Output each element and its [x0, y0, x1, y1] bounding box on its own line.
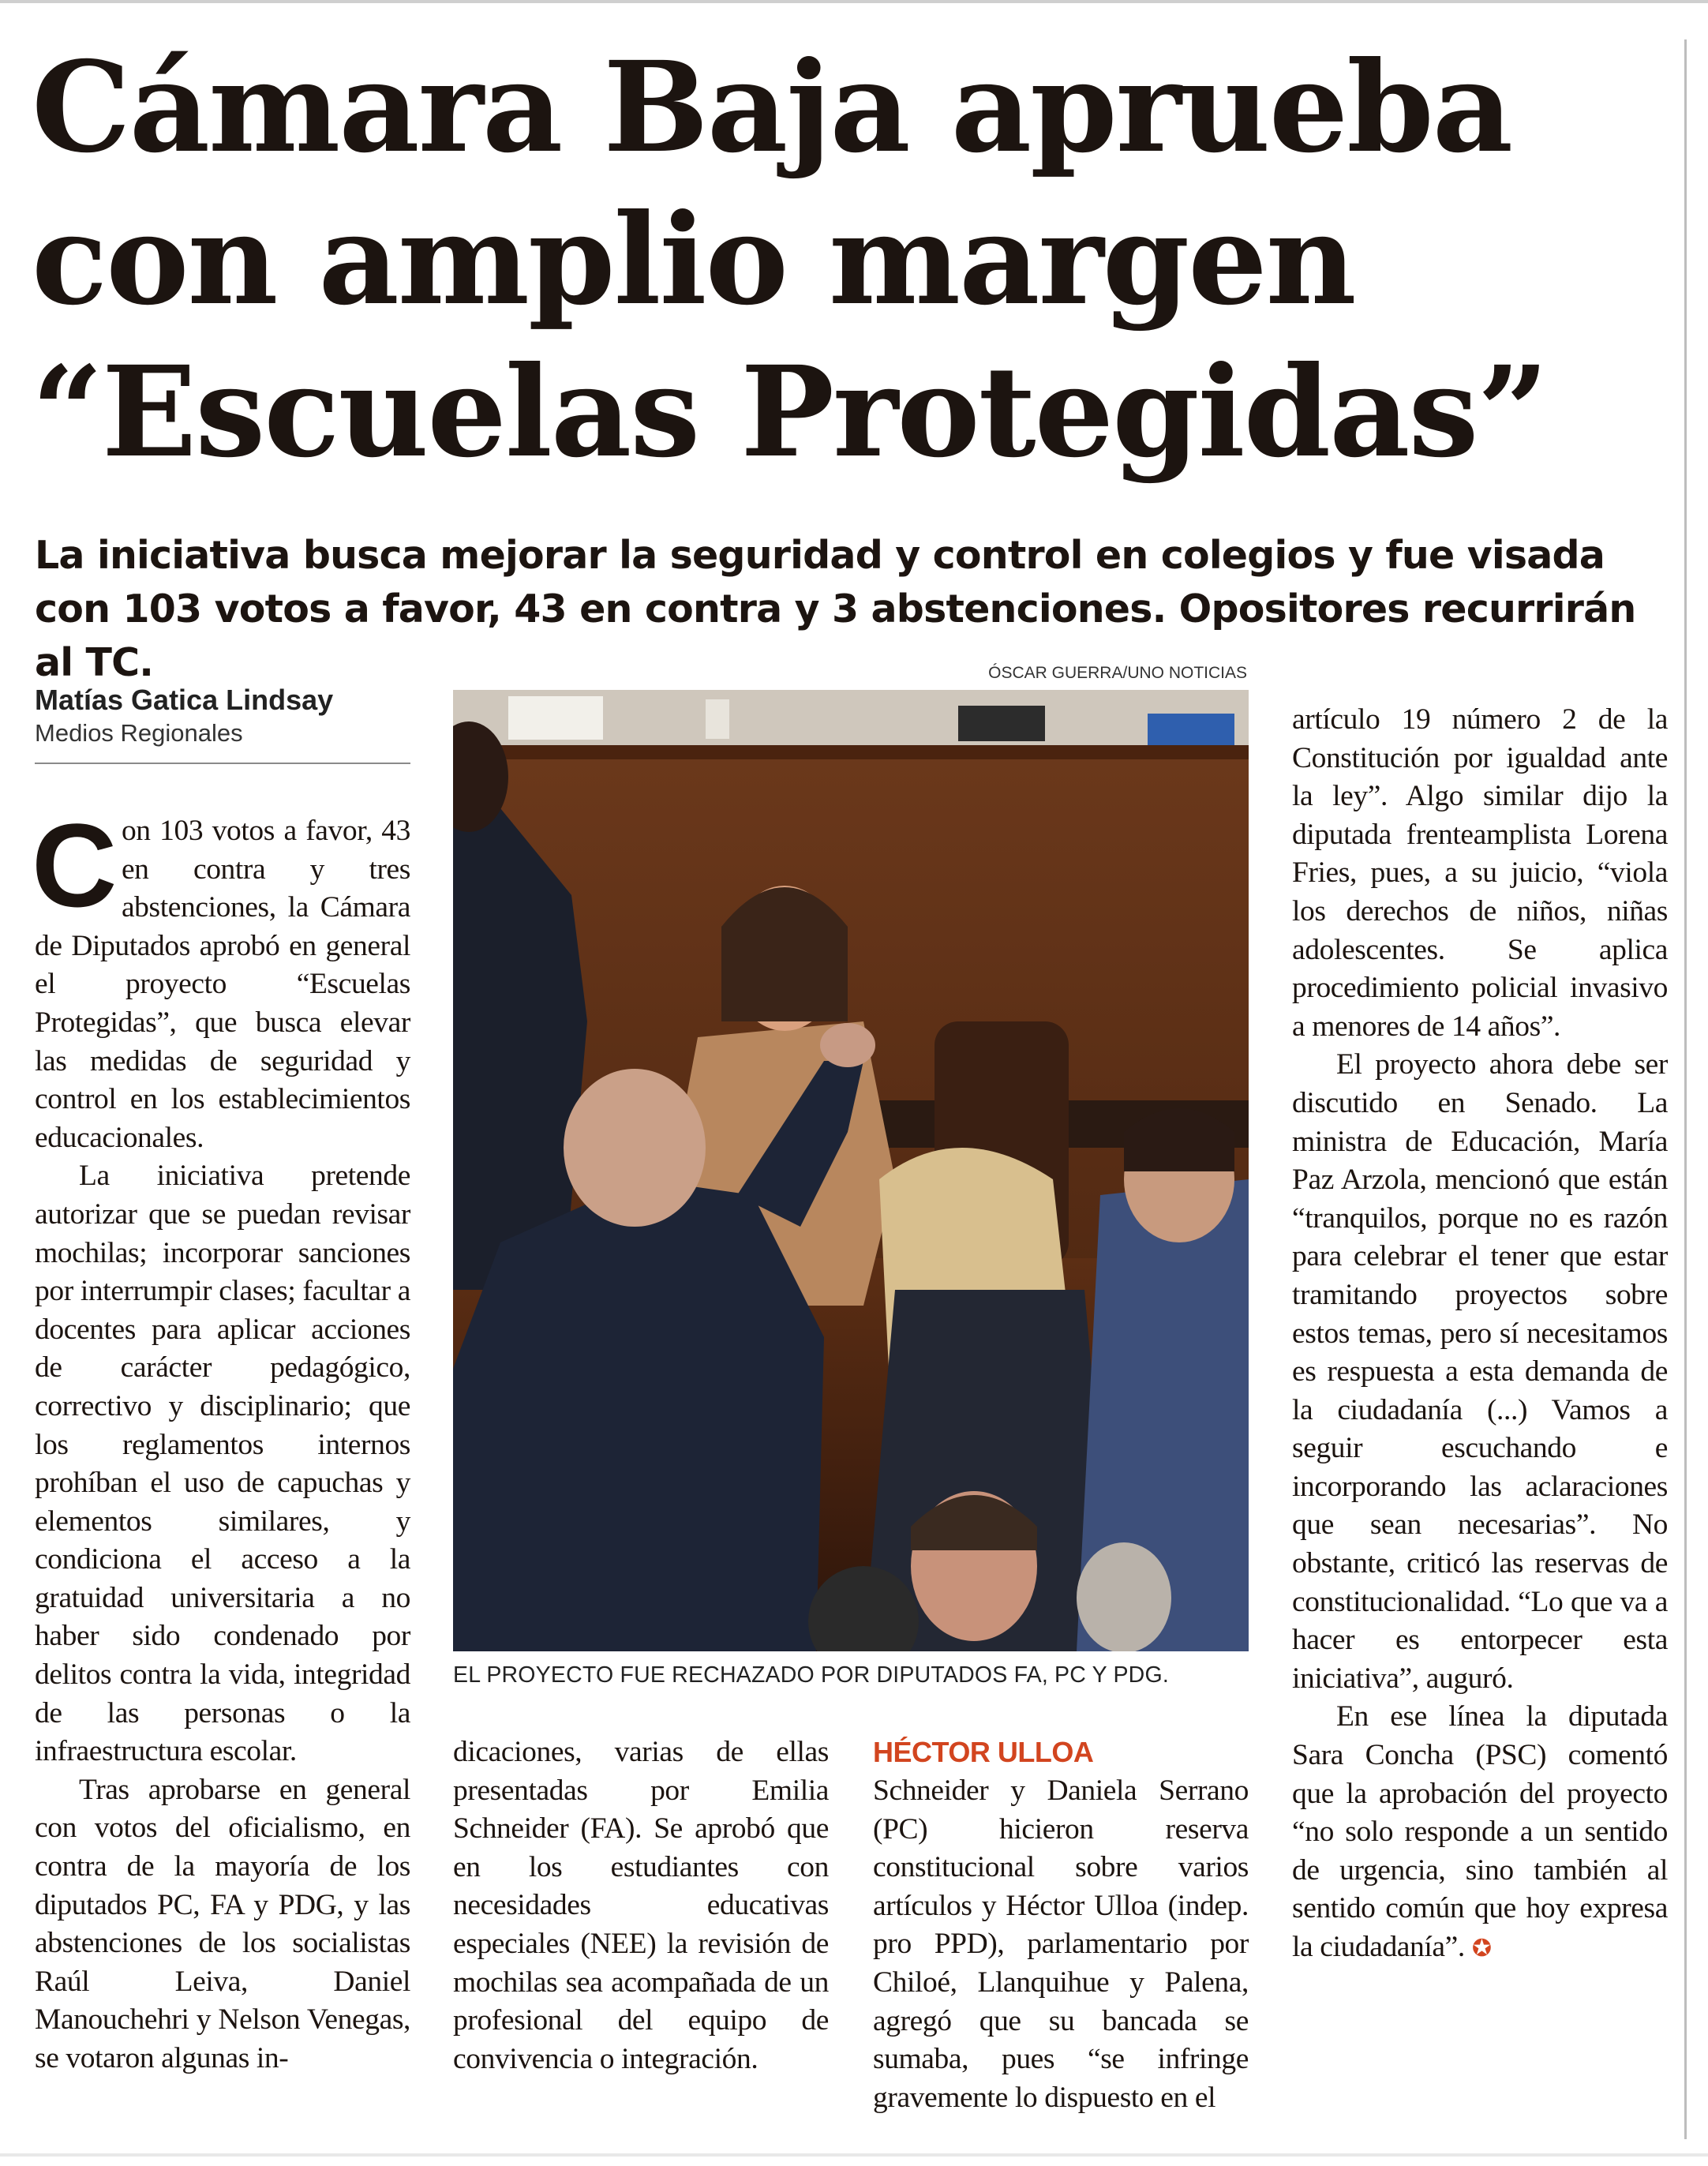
article-column-4	[1292, 701, 1668, 1969]
paragraph: on 103 votos a favor, 43 en contra y tres abstenciones, la Cámara de Diputados aprobó en general el proyecto “Escuelas Protegidas”, que busca elevar las medidas de seguridad y control en los establecimientos educacionales.	[35, 815, 410, 1154]
news-photo	[453, 690, 1249, 1651]
section-subheading: HÉCTOR ULLOA	[873, 1736, 1094, 1768]
photo-caption: EL PROYECTO FUE RECHAZADO POR DIPUTADOS FA, PC Y PDG.	[453, 1662, 1169, 1688]
end-of-article-icon: ✪	[1471, 1935, 1492, 1962]
author-organization: Medios Regionales	[35, 719, 243, 747]
subhead: La iniciativa busca mejorar la seguridad y control en colegios y fue visada con 103 votos a favor, 43 en contra y 3 abstenciones. Opositores recurrirán al TC.	[35, 533, 1636, 685]
headline: Cámara Baja aprueba con amplio margen “Escuelas Protegidas”	[32, 35, 1548, 485]
paragraph: La iniciativa pretende autorizar que se puedan revisar mochilas; incorporar sanciones por interrumpir clases; facultar a docentes para aplicar acciones de carácter pedagógico, correctivo y disciplinario; que los reglamentos internos prohíban el uso de capuchas y elementos similares, y condiciona el acceso a la gratuidad universitaria a no haber sido condenado por delitos contra la vida, integridad de las personas o la infraestructura escolar.	[35, 1160, 410, 1768]
bottom-rule	[0, 2153, 1708, 2157]
article-column-1	[32, 799, 410, 2078]
right-column-rule	[1684, 39, 1687, 2139]
photo-credit: ÓSCAR GUERRA/UNO NOTICIAS	[988, 664, 1247, 682]
top-rule	[0, 0, 1708, 3]
byline-divider	[35, 763, 410, 764]
paragraph: artículo 19 número 2 de la Constitución por igualdad ante la ley”. Algo similar dijo la diputada frenteamplista Lorena Fries, pues, a su juicio, “viola los derechos de niños, niñas adolescentes. Se aplica procedimiento policial invasivo a menores de 14 años”.	[1292, 703, 1668, 1043]
article-column-3	[873, 1772, 1249, 2117]
author-name: Matías Gatica Lindsay	[35, 684, 334, 716]
paragraph: Tras aprobarse en general con votos del oficialismo, en contra de la mayoría de los diputados PC, FA y PDG, y las abstenciones de los socialistas Raúl Leiva, Daniel Manouchehri y Nelson Venegas, se votaron algunas in-	[35, 1773, 410, 2074]
paragraph	[1292, 1698, 1668, 1968]
article-column-2	[453, 1733, 829, 2078]
paragraph: Schneider y Daniela Serrano (PC) hicieron reserva constitucional sobre varios artículos y Héctor Ulloa (indep. pro PPD), parlamentario por Chiloé, Llanquihue y Palena, agregó que su bancada se sumaba, pues “se infringe gravemente lo dispuesto en el	[873, 1774, 1249, 2114]
drop-cap: C	[32, 799, 117, 931]
byline	[35, 684, 410, 748]
paragraph: dicaciones, varias de ellas presentadas por Emilia Schneider (FA). Se aprobó que en los estudiantes con necesidades educativas especiales (NEE) la revisión de mochilas sea acompañada de un profesional del equipo de convivencia o integración.	[453, 1736, 829, 2075]
chamber-photo-illustration	[453, 690, 1249, 1651]
paragraph: El proyecto ahora debe ser discutido en Senado. La ministra de Educación, María Paz Arzola, mencionó que están “tranquilos, porque no es razón para celebrar el tener que estar tramitando proyectos sobre estos temas, pero sí necesitamos es respuesta a esta demanda de la ciudadanía (...) Vamos a seguir escuchando e incorporando las aclaraciones que sean necesarias”. No obstante, criticó las reservas de constitucionalidad. “Lo que va a hacer es entorpecer esta iniciativa”, auguró.	[1292, 1048, 1668, 1695]
paragraph-text: En ese línea la diputada Sara Concha (PSC) comentó que la aprobación del proyecto “no solo responde a un sentido de urgencia, sino también al sentido común que hoy expresa la ciudadanía”.	[1292, 1700, 1668, 1963]
